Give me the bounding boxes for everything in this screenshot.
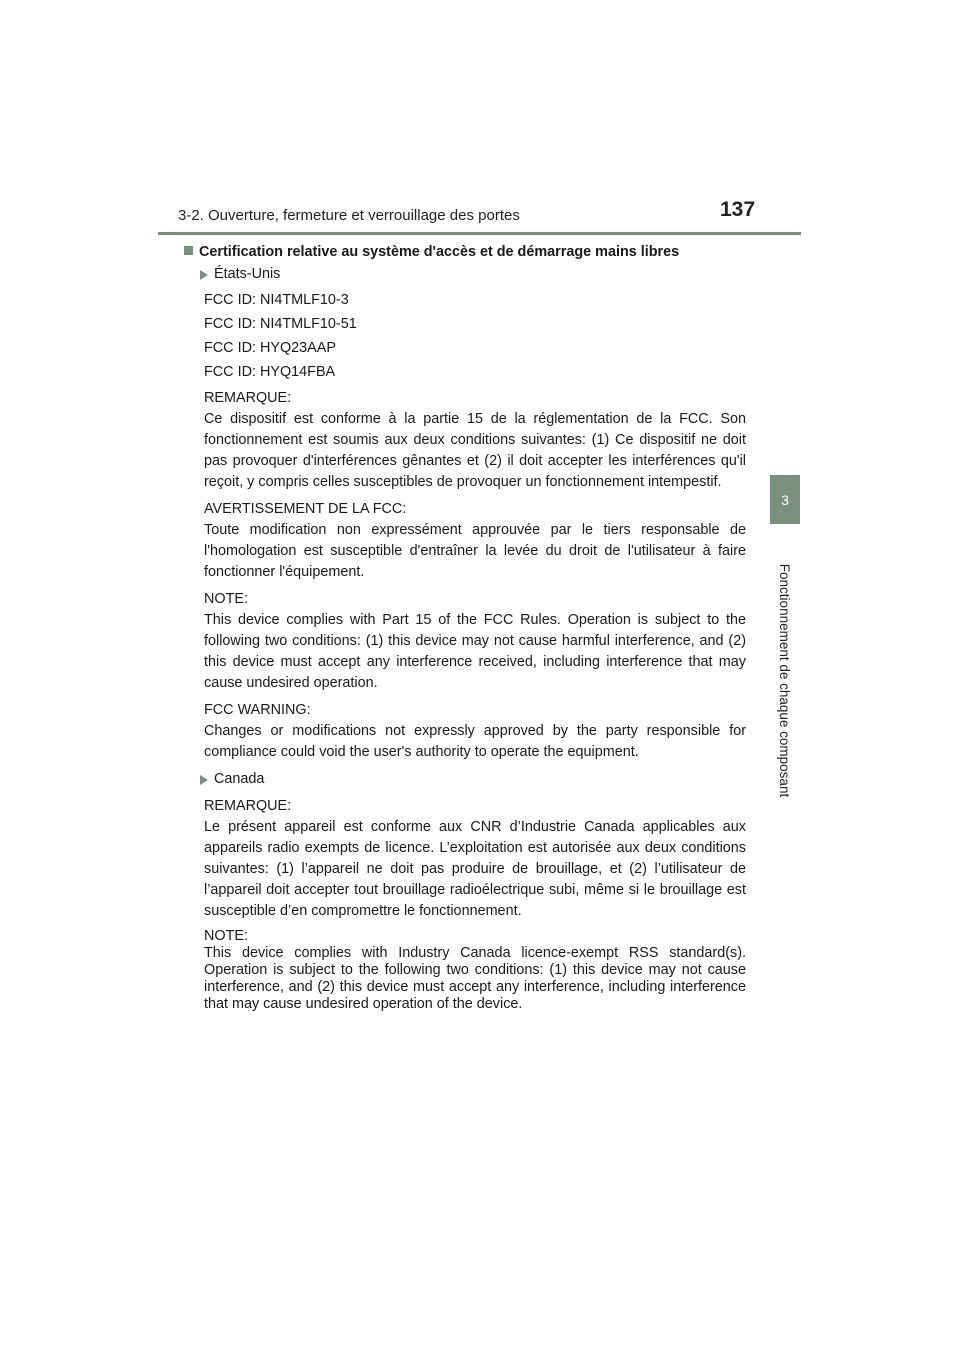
subsection-label: États-Unis (214, 266, 281, 282)
note-heading: NOTE: (204, 591, 248, 607)
remarque-heading: REMARQUE: (204, 798, 292, 814)
page-number: 137 (720, 198, 756, 221)
remarque-heading: REMARQUE: (204, 390, 292, 406)
chapter-tab (770, 475, 800, 524)
note-heading: NOTE: (204, 928, 248, 944)
note-paragraph: This device complies with Part 15 of the FCC Rules. Operation is subject to the following two conditions: (1) this device may not cause harmful interference, and (2) this device must accept any interference received, including interference that may cause undesired operation. (204, 612, 746, 691)
subsection-usa (198, 264, 746, 285)
header-divider (158, 232, 801, 235)
avertissement-heading: AVERTISSEMENT DE LA FCC: (204, 501, 407, 517)
fcc-warning-heading: FCC WARNING: (204, 702, 311, 718)
subsection-canada (198, 769, 746, 790)
section-title (184, 242, 764, 263)
square-bullet-icon (184, 246, 193, 255)
chapter-title-vertical (770, 530, 800, 830)
remarque-paragraph: Ce dispositif est conforme à la partie 15 de la réglementation de la FCC. Son fonctionnement est soumis aux deux conditions suivantes: (1) Ce dispositif ne doit pas provoquer d'interférences gênantes et (2) il doit accepter les interférences qu'il reçoit, y compris celles susceptibles de provoquer un fonctionnement intempestif. (204, 411, 746, 490)
fcc-id-line: FCC ID: HYQ14FBA (204, 364, 336, 380)
fcc-id-line: FCC ID: NI4TMLF10-51 (204, 316, 357, 332)
section-content (204, 264, 746, 1013)
running-header-section: 3-2. Ouverture, fermeture et verrouillage des portes (178, 207, 520, 224)
subsection-label: Canada (214, 771, 265, 787)
section-title-text: Certification relative au système d'accès et de démarrage mains libres (199, 244, 680, 260)
fcc-id-line: FCC ID: HYQ23AAP (204, 340, 336, 356)
fcc-warning-paragraph: Changes or modifications not expressly approved by the party responsible for compliance could void the user's authority to operate the equipment. (204, 723, 746, 760)
fcc-id-line: FCC ID: NI4TMLF10-3 (204, 292, 349, 308)
chapter-number: 3 (781, 491, 789, 508)
triangle-bullet-icon (200, 775, 208, 785)
avertissement-paragraph: Toute modification non expressément approuvée par le tiers responsable de l'homologation est susceptible d'entraîner la levée du droit de l'utilisateur à faire fonctionner l'équipement. (204, 522, 746, 580)
note-paragraph: This device complies with Industry Canada licence-exempt RSS standard(s). Operation is subject to the following two conditions: (1) this device may not cause interference, and (2) this device must accept any interference, including interference that may cause undesired operation of the device. (204, 945, 746, 1012)
chapter-title: Fonctionnement de chaque composant (777, 563, 793, 797)
triangle-bullet-icon (200, 270, 208, 280)
remarque-paragraph: Le présent appareil est conforme aux CNR d’Industrie Canada applicables aux appareils radio exempts de licence. L’exploitation est autorisée aux deux conditions suivantes: (1) l’appareil ne doit pas produire de brouillage, et (2) l’utilisateur de l’appareil doit accepter tout brouillage radioélectrique subi, même si le brouillage est susceptible d’en compromettre le fonctionnement. (204, 819, 746, 919)
